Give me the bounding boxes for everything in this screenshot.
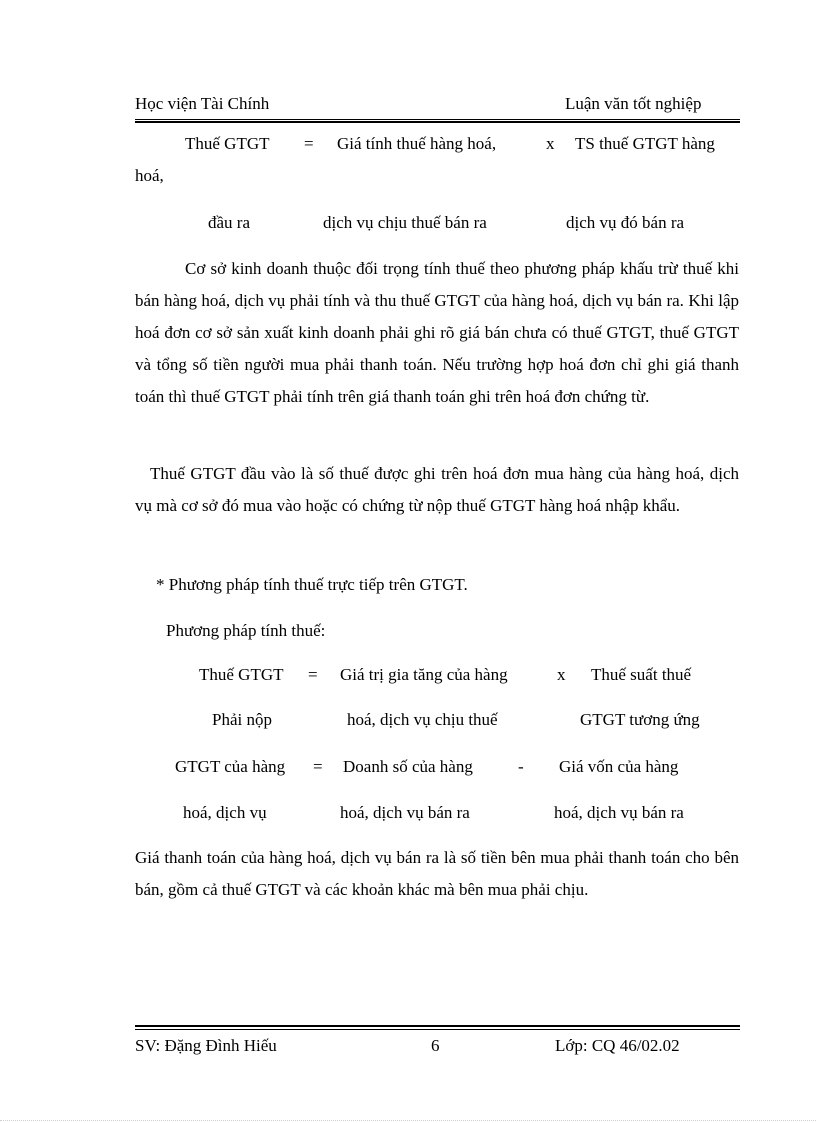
header-right: Luận văn tốt nghiệp — [565, 94, 702, 113]
formula-operand-a-sub: hoá, dịch vụ bán ra — [340, 803, 470, 822]
page-number: 6 — [431, 1036, 440, 1055]
footer-class: Lớp: CQ 46/02.02 — [555, 1036, 680, 1055]
header-divider-thick — [135, 121, 740, 123]
formula-equals: = — [308, 665, 318, 684]
page-edge — [0, 1120, 816, 1121]
formula-operand-b-sub: hoá, dịch vụ bán ra — [554, 803, 684, 822]
section-title: * Phương pháp tính thuế trực tiếp trên GTGT. — [156, 575, 468, 594]
formula-operator: x — [557, 665, 566, 684]
formula-wrap: hoá, — [135, 166, 164, 185]
formula-operand-b-sub: dịch vụ đó bán ra — [566, 213, 685, 232]
paragraph-payment-price: Giá thanh toán của hàng hoá, dịch vụ bán ra là số tiền bên mua phải thanh toán cho bên bán, gồm cả thuế GTGT và các khoản khác mà bên mua phải chịu. — [135, 848, 739, 899]
footer-divider-thick — [135, 1025, 740, 1027]
formula-term-sub: đầu ra — [208, 213, 251, 232]
formula-equals: = — [313, 757, 323, 776]
formula-equals: = — [304, 134, 314, 153]
footer-divider — [135, 1029, 740, 1030]
paragraph-output-tax: Cơ sở kinh doanh thuộc đối trọng tính thuế theo phương pháp khấu trừ thuế khi bán hàng hoá, dịch vụ phải tính và thu thuế GTGT của hàng hoá, dịch vụ bán ra. Khi lập hoá đơn cơ sở sản xuất kinh doanh phải ghi rõ giá bán chưa có thuế GTGT, thuế GTGT và tổng số tiền người mua phải thanh toán. Nếu trường hợp hoá đơn chỉ ghi giá thanh toán thì thuế GTGT phải tính trên giá thanh toán ghi trên hoá đơn chứng từ. — [135, 259, 739, 406]
formula-term: Thuế GTGT — [199, 665, 284, 684]
formula-operand-a: Doanh số của hàng — [343, 757, 473, 776]
formula-term-sub: hoá, dịch vụ — [183, 803, 267, 822]
formula-term: Thuế GTGT — [185, 134, 270, 153]
header-divider — [135, 119, 740, 120]
formula-term: GTGT của hàng — [175, 757, 286, 776]
formula-operator: x — [546, 134, 555, 153]
formula-operand-a-sub: dịch vụ chịu thuế bán ra — [323, 213, 487, 232]
formula-operand-a: Giá trị gia tăng của hàng — [340, 665, 508, 684]
formula-term-sub: Phải nộp — [212, 710, 272, 729]
footer-student: SV: Đặng Đình Hiếu — [135, 1036, 277, 1055]
formula-operand-a: Giá tính thuế hàng hoá, — [337, 134, 497, 153]
formula-operand-b: TS thuế GTGT hàng — [575, 134, 715, 153]
formula-operand-b: Giá vốn của hàng — [559, 757, 679, 776]
formula-operand-a-sub: hoá, dịch vụ chịu thuế — [347, 710, 498, 729]
paragraph-input-tax: Thuế GTGT đầu vào là số thuế được ghi trên hoá đơn mua hàng của hàng hoá, dịch vụ mà cơ sở đó mua vào hoặc có chứng từ nộp thuế GTGT hàng hoá nhập khẩu. — [135, 464, 739, 515]
subtitle: Phương pháp tính thuế: — [166, 621, 326, 640]
formula-operand-b: Thuế suất thuế — [591, 665, 692, 684]
formula-operand-b-sub: GTGT tương ứng — [580, 710, 700, 729]
formula-operator: - — [518, 757, 524, 776]
header-left: Học viện Tài Chính — [135, 94, 270, 113]
